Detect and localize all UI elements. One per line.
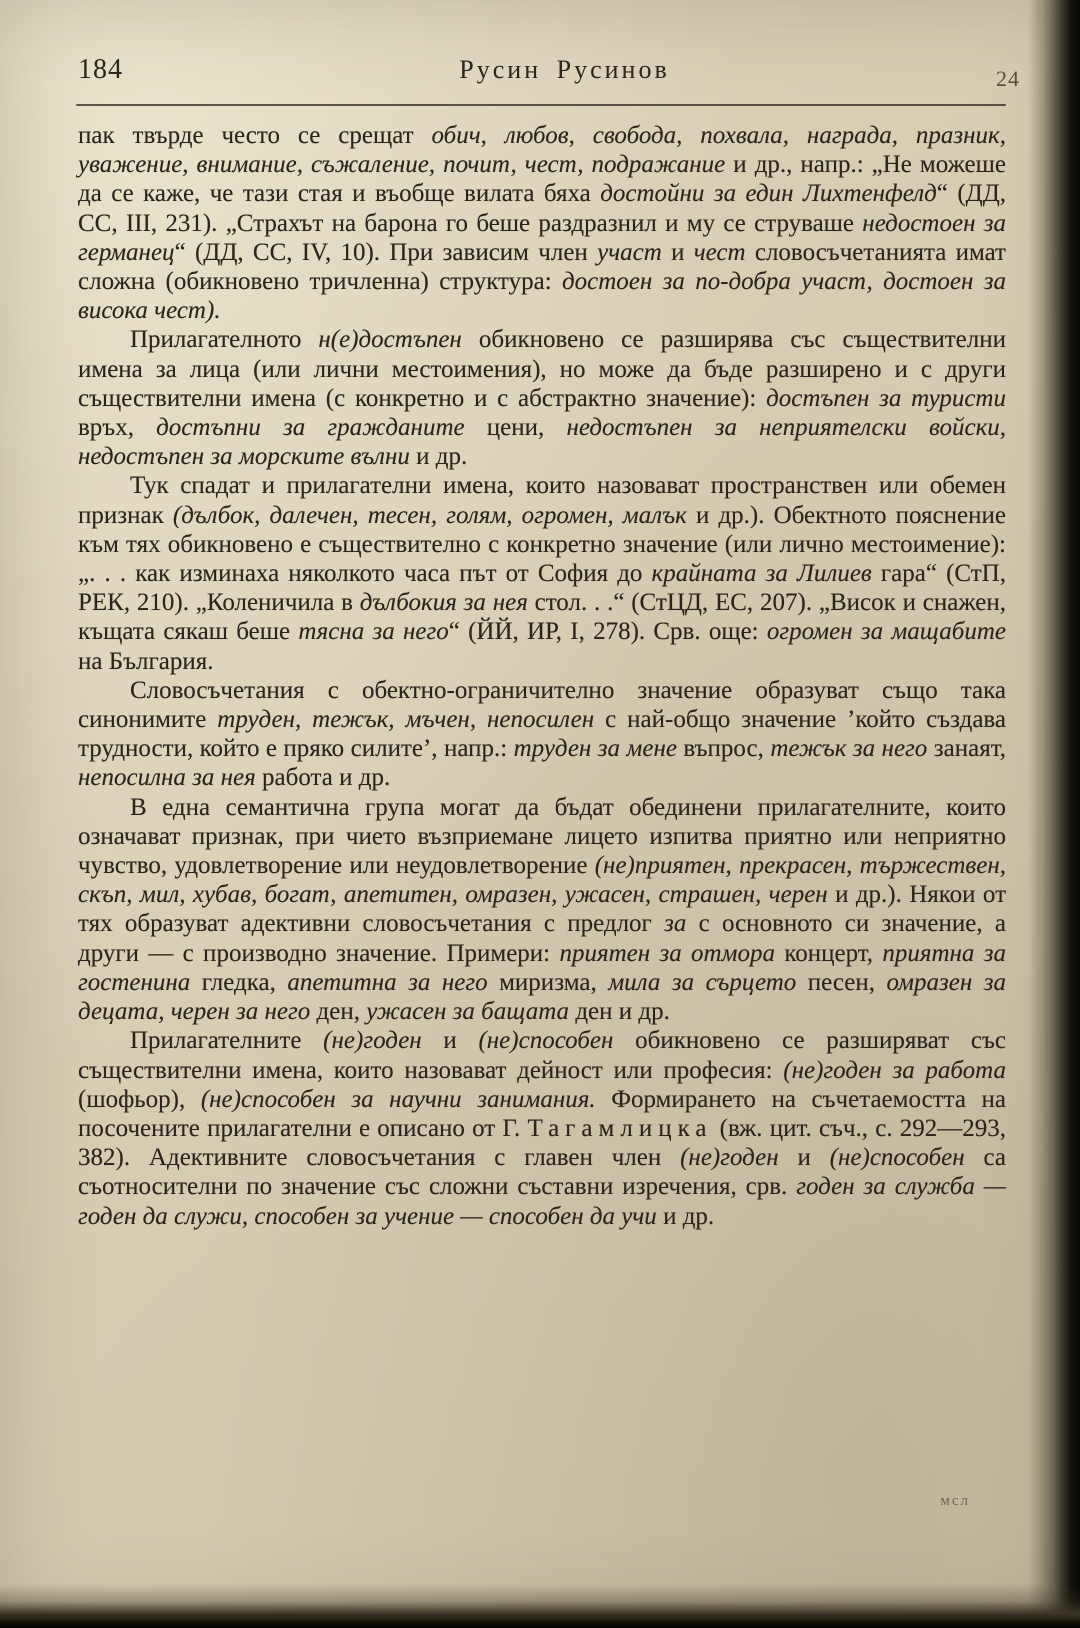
- paragraph: [78, 325, 1006, 471]
- text-run: мила за сърцето: [608, 968, 797, 996]
- scan-bottom-edge: [0, 1584, 1080, 1628]
- text-run: за: [664, 910, 687, 938]
- text-run: (не)способен за научни занимания.: [200, 1085, 596, 1113]
- text-run: и др.: [656, 1202, 715, 1230]
- running-title: Русин Русинов: [459, 55, 670, 84]
- text-run: чест: [693, 238, 746, 266]
- text-run: обикновено се разширяват със съществителни имена, които назовават дейност или професия:: [78, 1027, 1006, 1084]
- text-run: песен,: [796, 968, 887, 996]
- text-run: Тагамлицка: [527, 1114, 713, 1142]
- text-run: (не)способен: [478, 1027, 614, 1055]
- text-run: Тук спадат и прилагателни имена, които назовават пространствен или обемен признак: [78, 472, 1006, 529]
- text-run: “ (ДД, СС, III, 231). „Страхът на барона го беше раздразнил и му се струваше: [78, 180, 1006, 237]
- text-run: работа и др.: [255, 764, 391, 792]
- text-run: ден,: [310, 998, 367, 1026]
- text-run: (не)годен за работа: [783, 1056, 1006, 1084]
- text-run: достоен за по-добра участ, достоен за висока чест).: [78, 268, 1006, 325]
- text-run: (дълбок, далечен, тесен, голям, огромен, малък: [172, 501, 687, 529]
- text-run: словосъчетанията имат сложна (обикновено тричленна) структура:: [78, 238, 1006, 296]
- text-run: занаят,: [927, 735, 1006, 763]
- page-body: [78, 121, 1006, 1231]
- text-run: огромен за мащабите: [766, 618, 1006, 646]
- text-run: и др.: [409, 443, 468, 471]
- text-run: приятна за гостенина: [78, 939, 1007, 996]
- page-header: [78, 54, 1020, 91]
- text-run: В една семантична група могат да бъдат обединени прилагателните, които означават признак, при чието възприемане лицето изпитва приятно или неприятно чувство, удовлетворение или неудовлетворение: [78, 793, 1006, 880]
- text-run: и: [778, 1144, 830, 1172]
- paragraph: [78, 471, 1006, 675]
- paragraph: [78, 793, 1006, 1027]
- text-run: въпрос,: [676, 735, 771, 763]
- header-rule: [76, 104, 1006, 106]
- text-run: с основното си значение, а други — с производно значение. Примери:: [78, 910, 1006, 967]
- text-run: дълбокия за нея: [359, 589, 528, 617]
- text-run: с най-общо значение ’който създава трудности, който е пряко силите’, напр.:: [78, 706, 1006, 763]
- text-run: (не)приятен, прекрасен, тържествен, скъп, мил, хубав, богат, апетитен, омразен, ужасен, страшен, черен: [78, 852, 1006, 909]
- text-run: годен за служба — годен да служи, способен за учение — способен да учи: [78, 1173, 1007, 1230]
- text-run: достъпни за гражданите: [156, 414, 465, 442]
- paragraph: [78, 676, 1006, 793]
- text-run: Прилагателното: [130, 326, 319, 354]
- text-run: са съотносителни по значение със сложни съставни изречения, срв.: [78, 1144, 1006, 1201]
- text-run: (не)годен: [680, 1144, 779, 1172]
- page-number: 184: [78, 54, 123, 85]
- text-run: гара“ (СтП, РЕК, 210). „Коленичила в: [78, 560, 1006, 617]
- text-run: тежък за него: [770, 735, 928, 763]
- text-run: недостоен за германец: [78, 209, 1006, 266]
- paragraph: [78, 1026, 1006, 1230]
- text-run: труден, тежък, мъчен, непосилен: [217, 706, 595, 734]
- text-run: и др.). Някои от тях образуват адективни словосъчетания с предлог: [78, 881, 1007, 938]
- text-run: (вж. цит. съч., с. 292—293, 382). Адективните словосъчетания с главен член: [78, 1114, 1006, 1172]
- text-run: обикновено се разширява със съществителни имена за лица (или лични местоимения), но може да бъде разширено и с други съществителни имена (с конкретно и с абстрактно значение):: [78, 326, 1006, 412]
- text-run: (шофьор),: [78, 1085, 201, 1113]
- text-run: връх,: [78, 414, 157, 442]
- text-run: ден и др.: [569, 998, 670, 1026]
- text-run: “ (ДД, СС, IV, 10). При зависим член: [174, 238, 598, 266]
- text-run: гледка,: [190, 968, 288, 996]
- text-run: участ: [597, 238, 662, 266]
- text-run: ужасен за бащата: [366, 998, 570, 1026]
- text-run: стол. . .“ (СтЦД, ЕС, 207). „Висок и снажен, къщата сякаш беше: [78, 589, 1006, 646]
- signature-mark: мсл: [940, 1493, 970, 1509]
- text-run: н(е)достъпен: [318, 326, 462, 354]
- text-run: миризма,: [487, 968, 609, 996]
- text-run: обич, любов, свобода, похвала, награда, празник, уважение, внимание, съжаление, почит, чест, подражание: [78, 122, 1006, 179]
- text-run: и: [661, 238, 694, 266]
- text-run: концерт,: [775, 939, 883, 967]
- text-run: непосилна за нея: [78, 764, 256, 792]
- text-run: апетитна за него: [287, 968, 488, 996]
- corner-number: 24: [996, 66, 1020, 91]
- text-run: “ (ЙЙ, ИР, I, 278). Срв. още:: [448, 618, 767, 646]
- text-run: пак твърде често се срещат: [78, 122, 432, 149]
- text-run: Прилагателните: [130, 1027, 324, 1055]
- text-run: (не)способен: [829, 1144, 965, 1172]
- text-run: и др.). Обектното пояснение към тях обикновено е съществително с конкретно значение (или лично местоимение): „. . . как изминаха няколкото часа път от София до: [78, 501, 1006, 588]
- text-run: на България.: [78, 647, 214, 675]
- text-run: и: [421, 1027, 479, 1055]
- text-run: достойни за един Лихтенфелд: [600, 180, 937, 208]
- scan-right-edge: [1028, 0, 1080, 1628]
- text-run: тясна за него: [298, 618, 449, 646]
- text-run: приятен за отмора: [559, 939, 776, 967]
- text-run: цени,: [464, 414, 567, 442]
- paragraph: [78, 121, 1006, 325]
- text-run: труден за мене: [513, 735, 677, 763]
- text-run: Формирането на съчетаемостта на посочените прилагателни е описано от Г.: [78, 1085, 1006, 1142]
- text-run: крайната за Лилиев: [651, 560, 872, 588]
- text-run: (не)годен: [323, 1027, 422, 1055]
- text-run: омразен за децата, черен за него: [78, 968, 1006, 1026]
- text-run: и др., напр.: „Не можеше да се каже, че тази стая и въобще вилата бяха: [78, 151, 1007, 208]
- text-run: недостъпен за неприятелски войски, недостъпен за морските вълни: [78, 414, 1007, 471]
- text-run: достъпен за туристи: [766, 384, 1006, 412]
- text-run: Словосъчетания с обектно-ограничително значение образуват също така синонимите: [78, 676, 1006, 734]
